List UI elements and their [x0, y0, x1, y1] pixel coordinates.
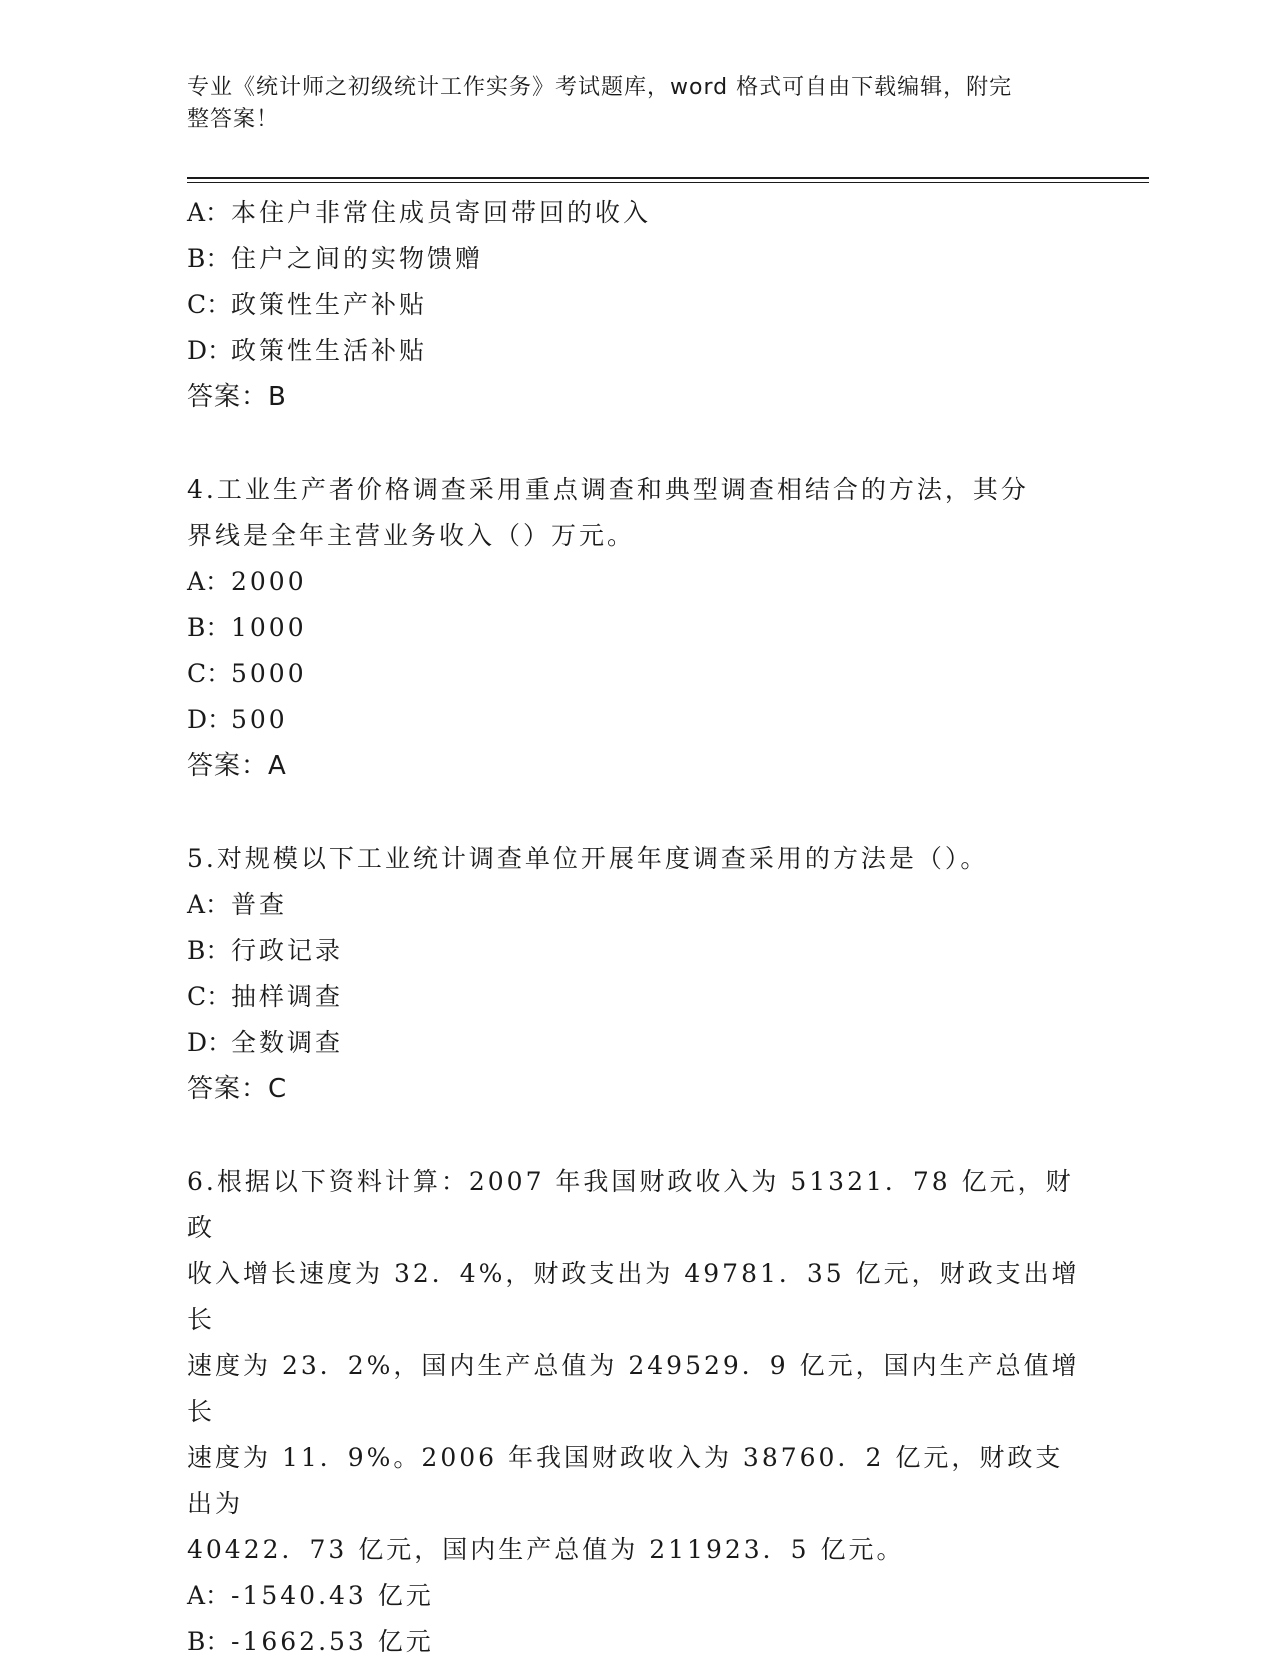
option-a: A：2000 [187, 567, 307, 596]
header-divider-thin [187, 182, 1149, 183]
header-line-2: 整答案！ [187, 107, 280, 132]
question-text: 6.根据以下资料计算：2007 年我国财政收入为 51321．78 亿元，财政 收入增长速度为 32．4%，财政支出为 49781．35 亿元，财政支出增长 速度为 23．2%，国内生产总值为 249529．9 亿元，国内生产总值增长 速度为 11．9%。2006 年我国财政收入为 38760．2 亿元，财政支出为 40422．73 亿元，国内生产总值为 211923．5 亿元。 [187, 1167, 1080, 1564]
option-c: C：政策性生产补贴 [187, 290, 428, 319]
question-6 [187, 1159, 1087, 1665]
option-a: A：-1540.43 亿元 [187, 1581, 434, 1610]
option-b: B：行政记录 [187, 936, 344, 965]
option-d: D：全数调查 [187, 1028, 344, 1057]
answer: 答案：A [187, 751, 287, 781]
answer: 答案：C [187, 1074, 288, 1104]
option-b: B：-1662.53 亿元 [187, 1627, 434, 1656]
question-list [187, 190, 1087, 1665]
option-d: D：政策性生活补贴 [187, 336, 428, 365]
document-header [187, 72, 1067, 136]
option-c: C：抽样调查 [187, 982, 344, 1011]
question-text: 4.工业生产者价格调查采用重点调查和典型调查相结合的方法，其分 界线是全年主营业务收入（）万元。 [187, 475, 1029, 550]
header-line-1: 专业《统计师之初级统计工作实务》考试题库，word 格式可自由下载编辑，附完 [187, 75, 1013, 100]
option-b: B：1000 [187, 613, 307, 642]
question-3 [187, 190, 1087, 420]
option-a: A：本住户非常住成员寄回带回的收入 [187, 198, 652, 227]
option-d: D：500 [187, 705, 288, 734]
question-text: 5.对规模以下工业统计调查单位开展年度调查采用的方法是（）。 [187, 844, 989, 873]
option-a: A：普查 [187, 890, 288, 919]
option-b: B：住户之间的实物馈赠 [187, 244, 484, 273]
header-divider-thick [187, 177, 1149, 179]
question-4 [187, 467, 1087, 789]
option-c: C：5000 [187, 659, 307, 688]
question-5 [187, 836, 1087, 1112]
answer: 答案：B [187, 382, 287, 412]
